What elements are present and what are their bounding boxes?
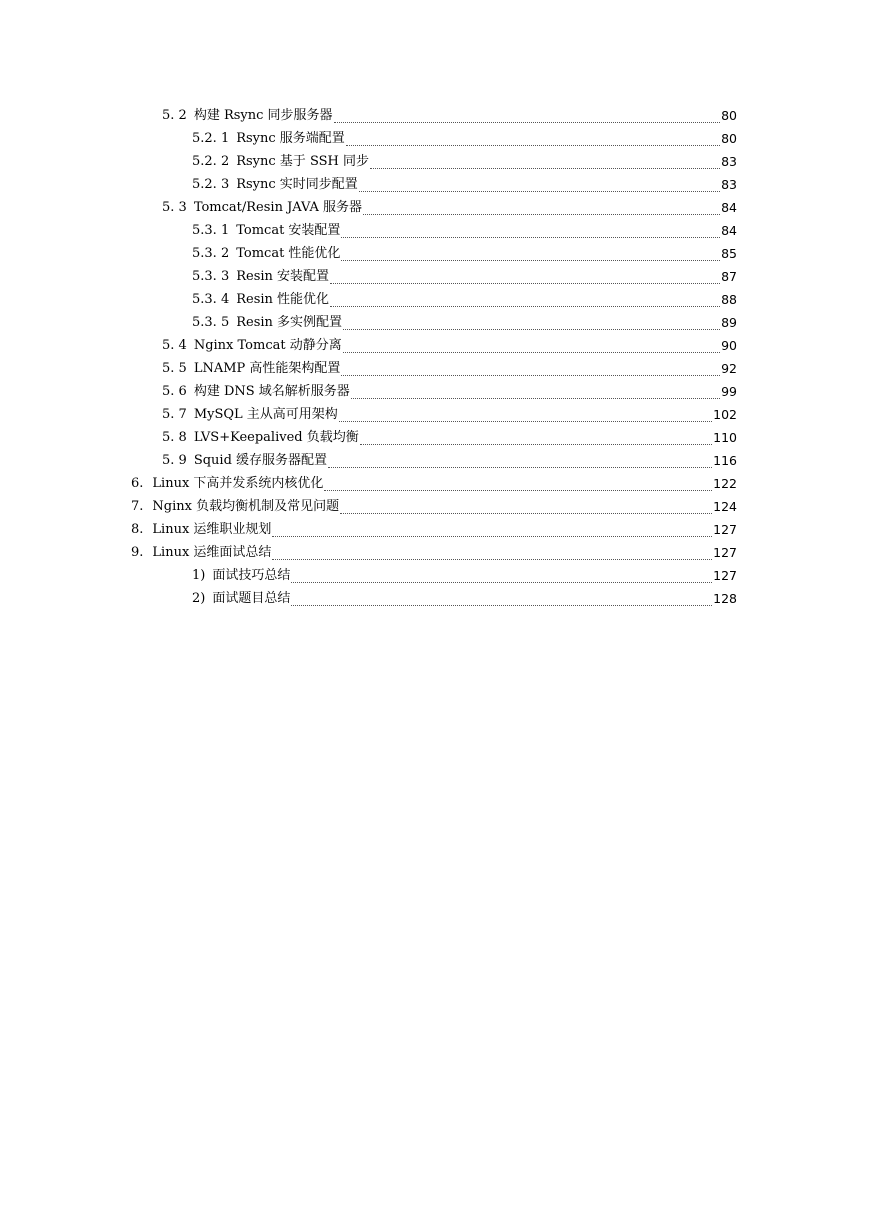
toc-entry-number: 9. [131,545,144,560]
toc-entry-number: 5. 3 [162,200,187,215]
toc-entry[interactable] [0,564,869,587]
toc-entry-number: 5. 8 [162,430,187,445]
toc-entry[interactable] [0,518,869,541]
toc-entry-page: 128 [713,591,737,606]
toc-entry[interactable] [0,587,869,610]
toc-dot-leader [330,271,720,284]
toc-entry[interactable] [0,426,869,449]
toc-entry-number: 5. 5 [162,361,187,376]
toc-entry-number: 6. [131,476,144,491]
toc-entry-page: 122 [713,476,737,491]
toc-entry-page: 127 [713,545,737,560]
toc-entry[interactable] [0,173,869,196]
toc-entry-title: Rsync 基于 SSH 同步 [236,154,369,169]
toc-entry-title: 面试题目总结 [212,591,291,606]
toc-entry-page: 80 [721,108,737,123]
toc-entry-page: 87 [721,269,737,284]
toc-entry-title: LVS+Keepalived 负载均衡 [193,430,359,445]
toc-entry-number: 1) [192,568,206,583]
toc-entry-title: Resin 性能优化 [236,292,330,307]
toc-entry-number: 5.3. 4 [192,292,230,307]
toc-entry-title: 面试技巧总结 [212,568,291,583]
toc-entry[interactable] [0,334,869,357]
toc-entry-title: Linux 运维职业规划 [152,522,272,537]
toc-entry-title: Tomcat/Resin JAVA 服务器 [193,200,363,215]
toc-entry-title: Squid 缓存服务器配置 [193,453,328,468]
toc-entry-page: 102 [713,407,737,422]
toc-entry-title: 构建 DNS 域名解析服务器 [193,384,350,399]
toc-dot-leader [343,340,720,353]
toc-dot-leader [341,363,720,376]
toc-dot-leader [341,225,720,238]
toc-entry[interactable] [0,380,869,403]
toc-entry-number: 2) [192,591,206,606]
toc-dot-leader [291,593,712,606]
toc-entry-number: 5.2. 2 [192,154,230,169]
toc-entry-number: 5.2. 3 [192,177,230,192]
toc-entry-page: 99 [721,384,737,399]
toc-dot-leader [341,248,720,261]
toc-entry-number: 8. [131,522,144,537]
toc-entry[interactable] [0,472,869,495]
toc-entry-number: 5. 6 [162,384,187,399]
toc-entry-page: 83 [721,154,737,169]
toc-entry-number: 5. 7 [162,407,187,422]
toc-entry-title: Tomcat 安装配置 [236,223,341,238]
toc-entry-title: Nginx 负载均衡机制及常见问题 [152,499,340,514]
toc-entry[interactable] [0,242,869,265]
toc-entry-number: 5.3. 3 [192,269,230,284]
toc-entry-title: Rsync 服务端配置 [236,131,345,146]
toc-entry-page: 80 [721,131,737,146]
toc-entry[interactable] [0,104,869,127]
toc-dot-leader [272,524,712,537]
toc-entry-page: 110 [713,430,737,445]
toc-entry-page: 124 [713,499,737,514]
toc-dot-leader [330,294,720,307]
toc-entry-title: MySQL 主从高可用架构 [193,407,338,422]
toc-dot-leader [346,133,720,146]
toc-dot-leader [351,386,720,399]
toc-entry-number: 5.3. 2 [192,246,230,261]
toc-entry-title: Nginx Tomcat 动静分离 [193,338,342,353]
toc-entry-page: 85 [721,246,737,261]
toc-entry-number: 7. [131,499,144,514]
toc-dot-leader [291,570,712,583]
toc-entry-page: 116 [713,453,737,468]
toc-entry-title: Linux 下高并发系统内核优化 [152,476,324,491]
toc-entry-page: 89 [721,315,737,330]
toc-entry-page: 90 [721,338,737,353]
toc-dot-leader [363,202,720,215]
toc-entry[interactable] [0,127,869,150]
toc-dot-leader [340,501,712,514]
toc-entry[interactable] [0,150,869,173]
table-of-contents [0,104,869,610]
toc-entry[interactable] [0,288,869,311]
toc-entry-page: 84 [721,223,737,238]
toc-entry-page: 127 [713,568,737,583]
toc-dot-leader [324,478,712,491]
toc-entry[interactable] [0,219,869,242]
toc-dot-leader [334,110,721,123]
toc-entry[interactable] [0,495,869,518]
toc-dot-leader [360,432,712,445]
toc-entry-page: 83 [721,177,737,192]
toc-entry-page: 88 [721,292,737,307]
toc-dot-leader [370,156,720,169]
toc-entry[interactable] [0,403,869,426]
toc-dot-leader [359,179,720,192]
toc-entry-page: 84 [721,200,737,215]
toc-entry[interactable] [0,196,869,219]
toc-entry-page: 127 [713,522,737,537]
toc-entry-title: Rsync 实时同步配置 [236,177,358,192]
toc-entry[interactable] [0,311,869,334]
toc-dot-leader [343,317,720,330]
toc-entry-title: 构建 Rsync 同步服务器 [193,108,333,123]
toc-entry-title: Linux 运维面试总结 [152,545,272,560]
toc-entry-number: 5. 4 [162,338,187,353]
toc-entry[interactable] [0,541,869,564]
toc-dot-leader [339,409,712,422]
toc-entry-title: Tomcat 性能优化 [236,246,341,261]
toc-entry-title: LNAMP 高性能架构配置 [193,361,341,376]
toc-entry[interactable] [0,357,869,380]
toc-entry-number: 5.2. 1 [192,131,230,146]
toc-dot-leader [328,455,712,468]
toc-entry-number: 5.3. 5 [192,315,230,330]
toc-dot-leader [272,547,712,560]
toc-entry[interactable] [0,449,869,472]
toc-entry[interactable] [0,265,869,288]
toc-entry-title: Resin 安装配置 [236,269,330,284]
toc-entry-page: 92 [721,361,737,376]
toc-entry-number: 5. 2 [162,108,187,123]
toc-entry-title: Resin 多实例配置 [236,315,343,330]
toc-entry-number: 5.3. 1 [192,223,230,238]
toc-entry-number: 5. 9 [162,453,187,468]
